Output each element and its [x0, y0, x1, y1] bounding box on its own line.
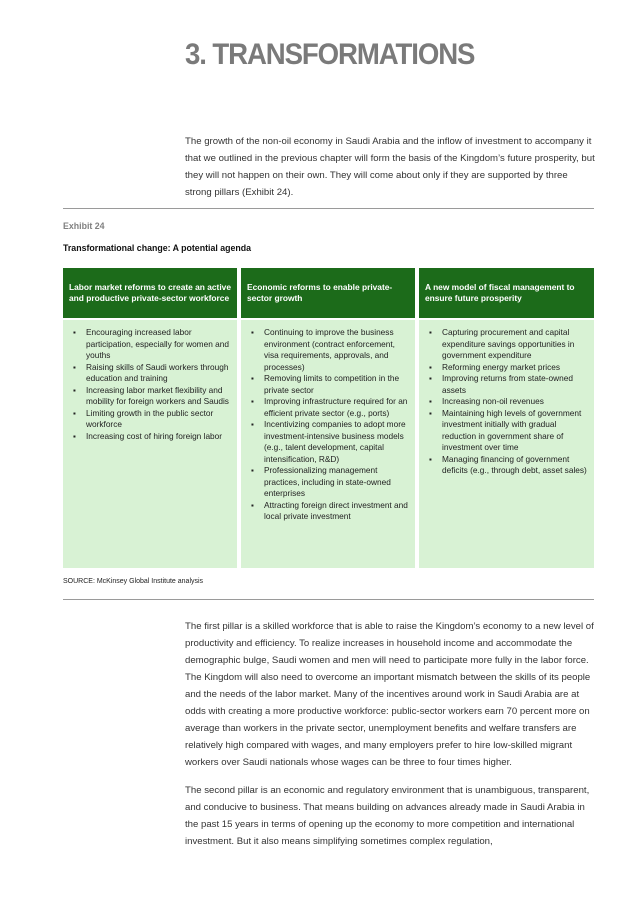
exhibit-label: Exhibit 24 — [63, 221, 105, 231]
divider-bottom — [63, 599, 594, 600]
column-labor-market — [63, 268, 237, 566]
list-item: ▪ Managing financing of government deficits (e.g., through debt, asset sales) — [429, 454, 588, 477]
list-item: ▪ Incentivizing companies to adopt more investment-intensive business models (e.g., talent development, capital intensification, R&D) — [251, 419, 409, 465]
list-item: ▪ Raising skills of Saudi workers through education and training — [73, 362, 231, 385]
column-body — [419, 320, 594, 568]
column-heading: A new model of fiscal management to ensure future prosperity — [419, 268, 594, 318]
exhibit-title: Transformational change: A potential agenda — [63, 243, 252, 253]
column-heading: Economic reforms to enable private-sector growth — [241, 268, 415, 318]
list-item: ▪ Increasing cost of hiring foreign labor — [73, 431, 231, 443]
list-item: ▪ Improving infrastructure required for an efficient private sector (e.g., ports) — [251, 396, 409, 419]
bullet-list — [251, 327, 409, 523]
list-item: ▪ Continuing to improve the business environment (contract enforcement, visa requirements, approvals, and processes) — [251, 327, 409, 373]
page-title: 3. TRANSFORMATIONS — [185, 38, 475, 71]
list-item: ▪ Capturing procurement and capital expenditure savings opportunities in government expenditure — [429, 327, 588, 362]
list-item: ▪ Attracting foreign direct investment and local private investment — [251, 500, 409, 523]
bullet-list — [73, 327, 231, 442]
list-item: ▪ Increasing labor market flexibility and mobility for foreign workers and Saudis — [73, 385, 231, 408]
list-item: ▪ Reforming energy market prices — [429, 362, 588, 374]
column-heading: Labor market reforms to create an active and productive private-sector workforce — [63, 268, 237, 318]
column-economic-reforms — [241, 268, 415, 566]
list-item: ▪ Removing limits to competition in the private sector — [251, 373, 409, 396]
divider-top — [63, 208, 594, 209]
column-fiscal-management — [419, 268, 594, 566]
column-body — [63, 320, 237, 568]
list-item: ▪ Professionalizing management practices, including in state-owned enterprises — [251, 465, 409, 500]
intro-paragraph: The growth of the non-oil economy in Saudi Arabia and the inflow of investment to accompany it that we outlined in the previous chapter will form the basis of the Kingdom’s future prosperity, but they will not happen on their own. They will come about only if they are supported by three strong pillars (Exhibit 24). — [185, 136, 595, 198]
list-item: ▪ Increasing non-oil revenues — [429, 396, 588, 408]
agenda-table — [63, 268, 594, 566]
list-item: ▪ Encouraging increased labor participation, especially for women and youths — [73, 327, 231, 362]
column-body — [241, 320, 415, 568]
body-paragraph: The first pillar is a skilled workforce that is able to raise the Kingdom’s economy to a new level of productivity and efficiency. To realize increases in household income and accommodate the demographic bulge, Saudi women and men will need to participate more fully in the labor force. The Kingdom will also need to overcome an important mismatch between the skills of its people and the needs of the labor market. Many of the incentives around work in Saudi Arabia are at odds with creating a more productive workforce: public-sector workers earn 70 percent more on average than workers in the private sector, unemployment benefits and welfare transfers are relatively high compared with wages, and many employers prefer to hire low-skilled migrant workers over Saudi nationals whose wages can be three to four times higher. — [185, 621, 594, 768]
body-paragraph: The second pillar is an economic and regulatory environment that is unambiguous, transparent, and conducive to business. That means building on advances already made in Saudi Arabia in the past 15 years in terms of opening up the economy to more competition and international investment. But it also means simplifying sometimes complex regulation, — [185, 785, 590, 847]
source-note: SOURCE: McKinsey Global Institute analysis — [63, 578, 204, 585]
list-item: ▪ Improving returns from state-owned assets — [429, 373, 588, 396]
list-item: ▪ Maintaining high levels of government investment initially with gradual reduction in government share of investment over time — [429, 408, 588, 454]
list-item: ▪ Limiting growth in the public sector workforce — [73, 408, 231, 431]
bullet-list — [429, 327, 588, 477]
